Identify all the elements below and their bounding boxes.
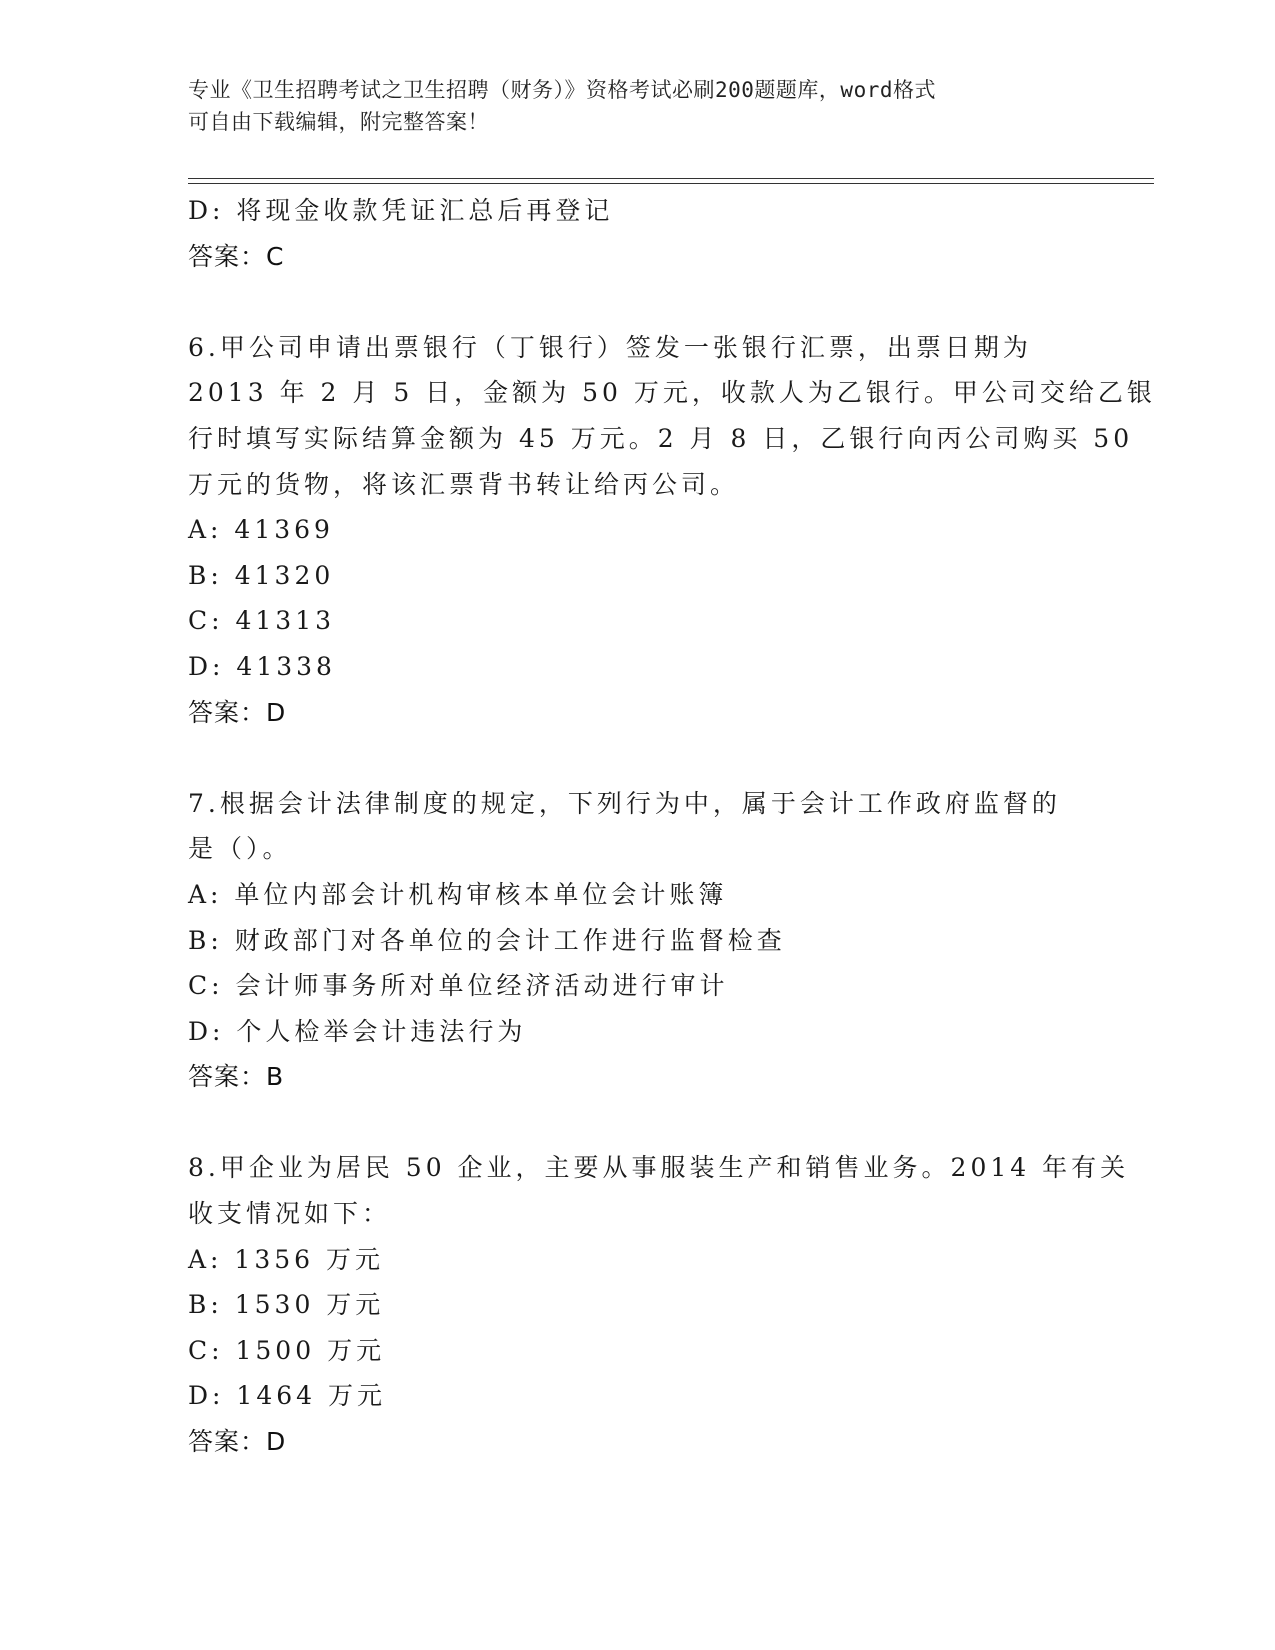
option-d: D: 41338 xyxy=(188,651,336,681)
option-b: B: 财政部门对各单位的会计工作进行监督检查 xyxy=(188,925,786,955)
question-text-line: 行时填写实际结算金额为 45 万元。2 月 8 日，乙银行向丙公司购买 50 xyxy=(188,423,1134,453)
option-c: C: 1500 万元 xyxy=(188,1335,386,1365)
option-a: A: 1356 万元 xyxy=(188,1244,384,1274)
option-d: D: 将现金收款凭证汇总后再登记 xyxy=(188,196,614,225)
question-7 xyxy=(188,781,1088,1100)
option-c: C: 41313 xyxy=(188,606,336,636)
question-text-line: 2013 年 2 月 5 日，金额为 50 万元，收款人为乙银行。甲公司交给乙银 xyxy=(188,378,1156,408)
spacer xyxy=(188,735,1088,781)
question-text-line: 6.甲公司申请出票银行（丁银行）签发一张银行汇票，出票日期为 xyxy=(188,332,1032,362)
header-divider-bottom xyxy=(188,183,1154,184)
option-a: A: 单位内部会计机构审核本单位会计账簿 xyxy=(188,879,728,909)
option-a: A: 41369 xyxy=(188,515,334,545)
header-divider-top xyxy=(188,178,1154,179)
option-b: B: 41320 xyxy=(188,560,335,590)
question-6 xyxy=(188,325,1156,735)
question-text-line: 万元的货物，将该汇票背书转让给丙公司。 xyxy=(188,469,740,499)
option-b: B: 1530 万元 xyxy=(188,1290,385,1320)
answer-line: 答案：C xyxy=(188,241,285,271)
option-d: D: 个人检举会计违法行为 xyxy=(188,1016,527,1046)
question-8 xyxy=(188,1145,1130,1464)
document-header xyxy=(188,74,1088,138)
spacer xyxy=(188,279,1088,325)
answer-line: 答案：D xyxy=(188,1427,287,1457)
header-line-1: 专业《卫生招聘考试之卫生招聘（财务）》资格考试必刷200题题库，word格式 xyxy=(188,78,936,102)
question-text-line: 7.根据会计法律制度的规定，下列行为中，属于会计工作政府监督的 xyxy=(188,788,1061,818)
spacer xyxy=(188,1100,1088,1146)
option-d: D: 1464 万元 xyxy=(188,1381,386,1411)
question-text-line: 是（）。 xyxy=(188,834,292,864)
option-c: C: 会计师事务所对单位经济活动进行审计 xyxy=(188,971,729,1001)
previous-question-tail xyxy=(188,188,1088,279)
document-body xyxy=(188,188,1156,1465)
question-text-line: 收支情况如下： xyxy=(188,1199,392,1229)
question-text-line: 8.甲企业为居民 50 企业，主要从事服装生产和销售业务。2014 年有关 xyxy=(188,1153,1130,1183)
header-line-2: 可自由下载编辑，附完整答案！ xyxy=(188,110,489,134)
answer-line: 答案：B xyxy=(188,1062,285,1092)
answer-line: 答案：D xyxy=(188,697,287,727)
